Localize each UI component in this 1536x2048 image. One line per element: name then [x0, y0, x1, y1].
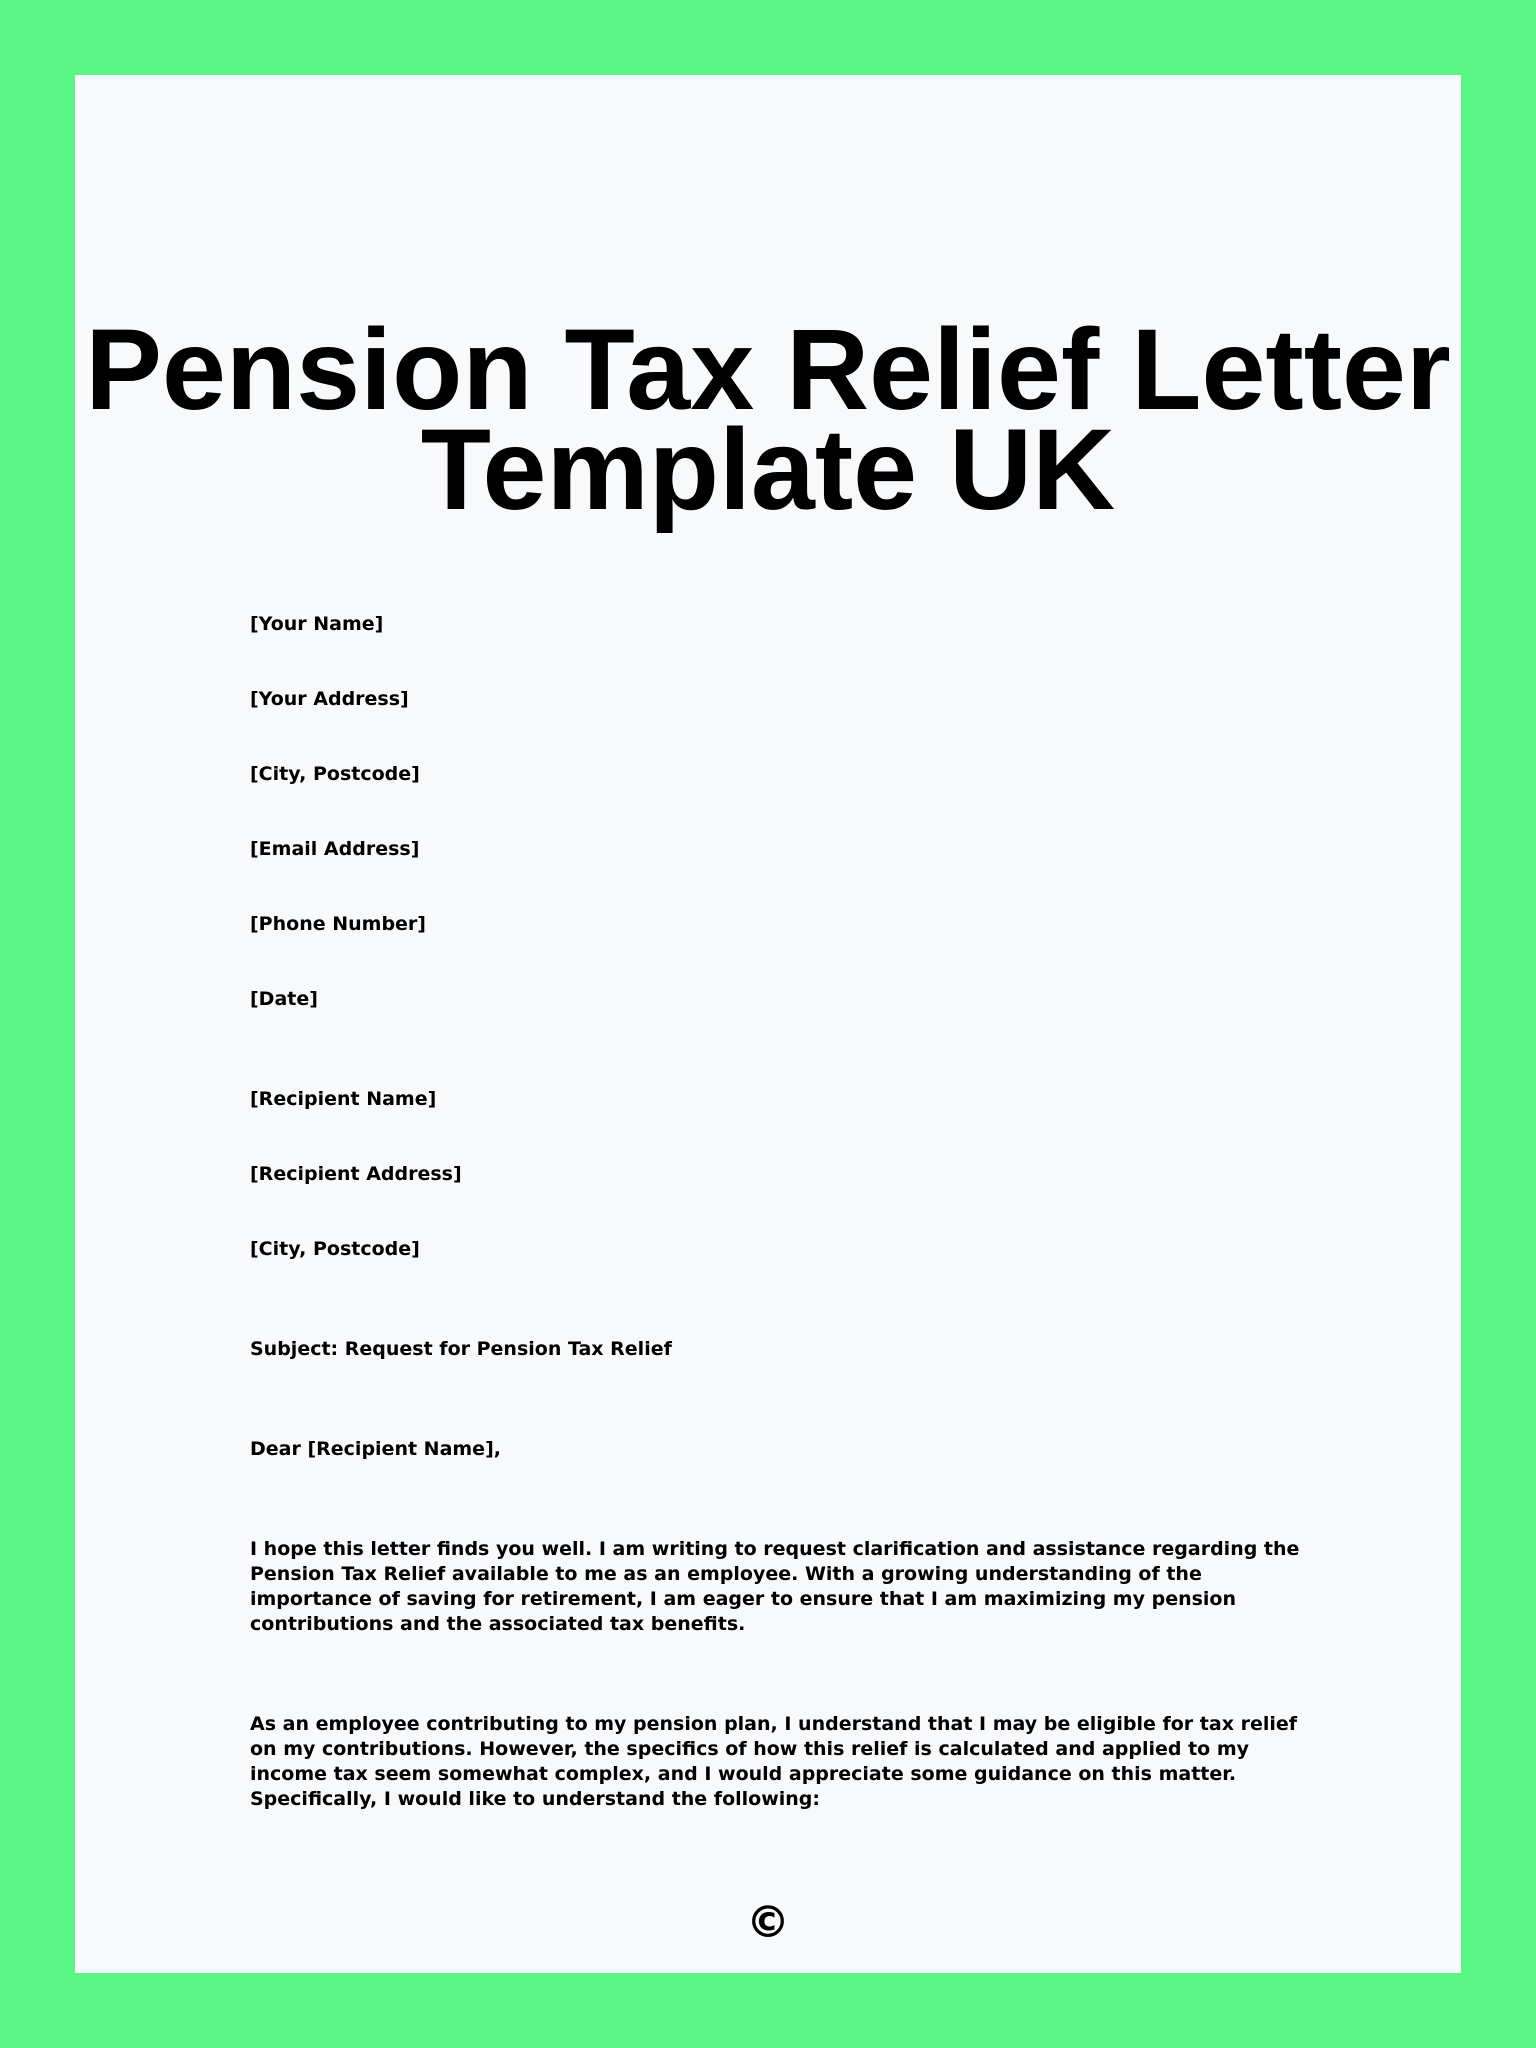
paragraph-2: As an employee contributing to my pension plan, I understand that I may be eligible for tax relief on my contributions. However, the specifics of how this relief is calculated and applied to my income tax seem somewhat complex, and I would appreciate some guidance on this matter. Specifically, I would like to understand the following: [250, 1713, 1298, 1810]
sender-city-postcode: [City, Postcode] [250, 763, 420, 785]
paragraph-1: I hope this letter finds you well. I am writing to request clarification and assistance regarding the Pension Tax Relief available to me as an employee. With a growing understanding of the importance of saving for retirement, I am eager to ensure that I am maximizing my pension contributions and the associated tax benefits. [250, 1538, 1300, 1635]
salutation: Dear [Recipient Name], [250, 1438, 501, 1460]
sender-address: [Your Address] [250, 688, 409, 710]
letter-date: [Date] [250, 988, 318, 1010]
recipient-name: [Recipient Name] [250, 1088, 437, 1110]
sender-name: [Your Name] [250, 613, 384, 635]
copyright-icon: © [746, 1897, 790, 1948]
recipient-city-postcode: [City, Postcode] [250, 1238, 420, 1260]
recipient-address: [Recipient Address] [250, 1163, 462, 1185]
letter-subject: Subject: Request for Pension Tax Relief [250, 1338, 672, 1360]
letter-page [75, 75, 1461, 1973]
sender-phone: [Phone Number] [250, 913, 426, 935]
page-title: Pension Tax Relief Letter Template UK [85, 306, 1451, 534]
sender-email: [Email Address] [250, 838, 420, 860]
